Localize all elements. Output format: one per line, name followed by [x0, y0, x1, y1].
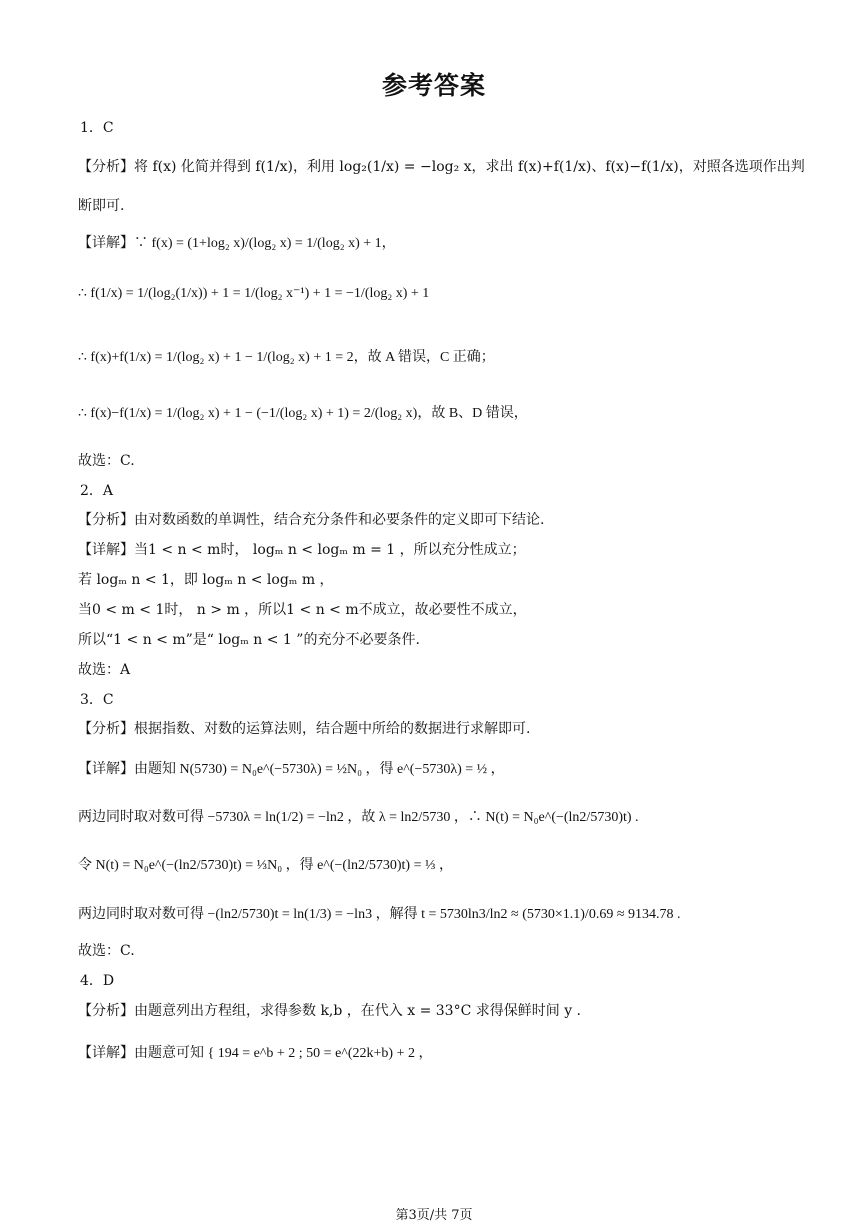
question-number: 2．A: [80, 483, 114, 499]
question-number: 4．D: [80, 973, 115, 989]
detail-line: 【详解】由题知 N(5730) = N₀e^(−5730λ) = ½N₀ ，得 e^(−5730λ) = ½ ，: [78, 762, 505, 777]
answer-line: 故选：C.: [78, 453, 135, 469]
detail-line: 当0 < m < 1时， n > m ，所以1 < n < m不成立，故必要性不成立，: [78, 602, 527, 618]
detail-line: 两边同时取对数可得 −5730λ = ln(1/2) = −ln2 ，故 λ = ln2/5730 ，∴ N(t) = N₀e^(−(ln2/5730)t) .: [78, 810, 639, 825]
detail-line: 若 logₘ n < 1，即 logₘ n < logₘ m ，: [78, 572, 334, 588]
page-title: 参考答案: [381, 71, 486, 100]
detail-line: 【详解】由题意可知 { 194 = e^b + 2 ; 50 = e^(22k+b) + 2 ，: [78, 1046, 433, 1061]
detail-line: 所以“1 < n < m”是“ logₘ n < 1 ”的充分不必要条件.: [78, 632, 420, 648]
detail-line: 令 N(t) = N₀e^(−(ln2/5730)t) = ⅓N₀ ，得 e^(−(ln2/5730)t) = ⅓ ，: [78, 858, 453, 873]
detail-line: ∴ f(x)−f(1/x) = 1/(log₂ x) + 1 − (−1/(log₂ x) + 1) = 2/(log₂ x)，故 B、D 错误，: [78, 406, 528, 421]
analysis-line: 【分析】根据指数、对数的运算法则，结合题中所给的数据进行求解即可.: [78, 721, 531, 737]
analysis-line: 【分析】由对数函数的单调性，结合充分条件和必要条件的定义即可下结论.: [78, 512, 545, 528]
answer-line: 故选：C.: [78, 943, 135, 959]
question-number: 1．C: [80, 120, 114, 136]
analysis-line: 【分析】由题意列出方程组，求得参数 k,b ，在代入 x = 33°C 求得保鲜时间 y .: [78, 1003, 582, 1019]
detail-line: ∴ f(1/x) = 1/(log₂(1/x)) + 1 = 1/(log₂ x⁻¹) + 1 = −1/(log₂ x) + 1: [78, 286, 430, 301]
detail-line: 【详解】当1 < n < m时， logₘ n < logₘ m = 1 ，所以充分性成立；: [78, 542, 526, 558]
analysis-line: 【分析】将 f(x) 化简并得到 f(1/x)，利用 log₂(1/x) = −log₂ x，求出 f(x)+f(1/x)、f(x)−f(1/x)，对照各选项作出判: [78, 159, 805, 175]
page-footer: 第3页/共 7页: [395, 1208, 473, 1223]
detail-line: 【详解】∵ f(x) = (1+log₂ x)/(log₂ x) = 1/(log₂ x) + 1，: [78, 236, 396, 251]
question-number: 3．C: [80, 692, 114, 708]
detail-line: 两边同时取对数可得 −(ln2/5730)t = ln(1/3) = −ln3 ，解得 t = 5730ln3/ln2 ≈ (5730×1.1)/0.69 ≈ 9134.78 .: [78, 907, 681, 922]
analysis-line: 断即可.: [78, 198, 125, 214]
detail-line: ∴ f(x)+f(1/x) = 1/(log₂ x) + 1 − 1/(log₂ x) + 1 = 2，故 A 错误，C 正确；: [78, 350, 495, 365]
answer-line: 故选：A: [78, 662, 131, 678]
